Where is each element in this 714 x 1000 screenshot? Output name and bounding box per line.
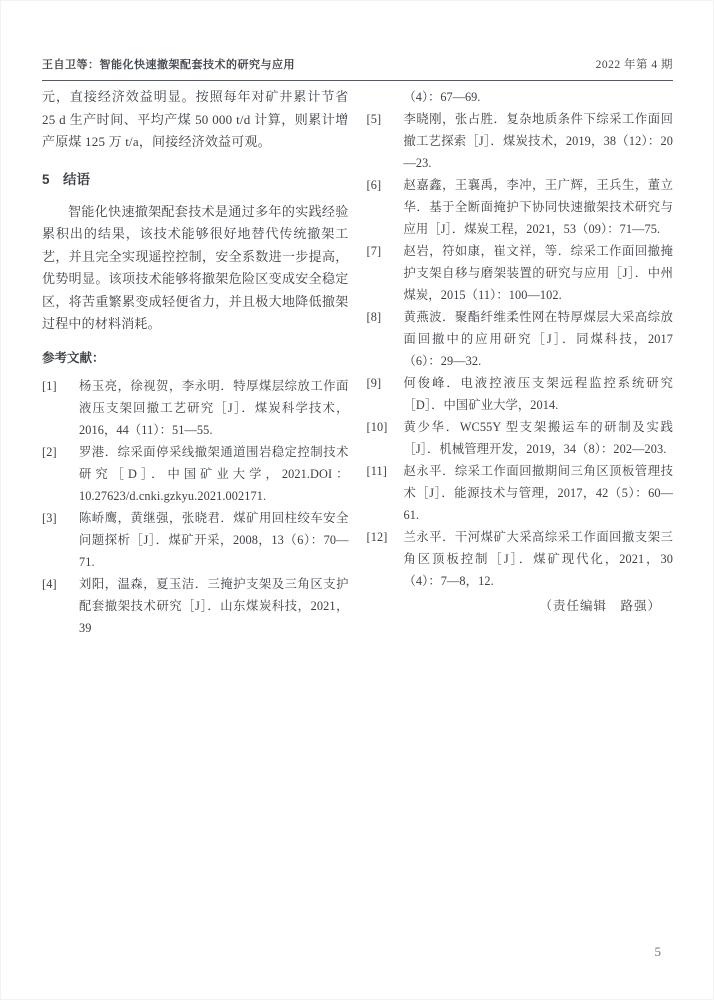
reference-item-4 <box>42 573 349 639</box>
two-column-body <box>42 86 673 639</box>
reference-number: [2] <box>42 444 57 459</box>
reference-item-9 <box>367 372 674 416</box>
reference-text: 黄少华．WC55Y 型支架搬运车的研制及实践［J］．机械管理开发，2019，34（8）：202—203. <box>403 420 673 456</box>
page-header <box>42 56 673 81</box>
reference-text: 黄燕波．聚酯纤维柔性网在特厚煤层大采高综放面回撤中的应用研究［J］．同煤科技，2017（6）：29—32. <box>403 310 673 368</box>
issue-label: 2022 年第 4 期 <box>595 59 673 71</box>
reference-text: 李晓刚，张占胜．复杂地质条件下综采工作面回撤工艺探索［J］．煤炭技术，2019，38（12）：20—23. <box>403 112 673 170</box>
reference-number: [11] <box>366 464 387 478</box>
reference-item-6 <box>367 174 674 240</box>
reference-text: 赵岩，符如康，崔文祥，等．综采工作面回撤掩护支架自移与磨架装置的研究与应用［J］．中州煤炭，2015（11）：100—102. <box>403 244 673 302</box>
reference-text: 刘阳，温森，夏玉洁．三掩护支架及三角区支护配套撤架技术研究［J］．山东煤炭科技，2021，39 <box>79 576 349 635</box>
reference-number: [10] <box>366 420 388 434</box>
reference-item-12 <box>367 526 674 592</box>
reference-text: 陈峤鹰，黄继强，张晓君．煤矿用回柱绞车安全问题探析［J］．煤矿开采，2008，13（6）：70—71. <box>79 510 349 569</box>
reference-number: [4] <box>42 576 57 591</box>
paragraph-economic-benefit: 元，直接经济效益明显。按照每年对矿井累计节省 25 d 生产时间、平均产煤 50 000 t/d 计算，则累计增产原煤 125 万 t/a，间接经济效益可观。 <box>42 89 349 149</box>
reference-number: [6] <box>366 178 382 192</box>
reference-item-4-continuation: （4）：67—69. <box>403 90 481 104</box>
reference-number: [8] <box>366 310 382 324</box>
reference-number: [12] <box>366 530 388 544</box>
reference-item-11 <box>367 460 674 526</box>
reference-item-8 <box>367 306 674 372</box>
reference-text: 杨玉亮，徐视贺，李永明．特厚煤层综放工作面液压支架回撤工艺研究［J］．煤炭科学技术，2016，44（11）：51—55. <box>79 378 349 437</box>
page-number: 5 <box>654 944 661 959</box>
editor-note: （责任编辑 路强） <box>539 599 661 613</box>
section-heading-conclusion: 5 结语 <box>42 171 91 187</box>
reference-number: [5] <box>366 112 382 126</box>
reference-item-2 <box>42 441 349 507</box>
running-title: 王自卫等：智能化快速撤架配套技术的研究与应用 <box>42 59 295 71</box>
references-heading: 参考文献： <box>42 350 105 365</box>
reference-number: [3] <box>42 510 57 525</box>
reference-item-1 <box>42 375 349 441</box>
reference-text: 赵永平．综采工作面回撤期间三角区顶板管理技术［J］．能源技术与管理，2017，42（5）：60—61. <box>403 464 673 522</box>
left-column <box>42 86 349 639</box>
reference-text: 罗港．综采面停采线撤架通道围岩稳定控制技术研究［D］．中国矿业大学，2021.DOI：10.27623/d.cnki.gzkyu.2021.002171. <box>79 444 349 503</box>
reference-text: 赵嘉鑫，王襄禹，李冲，王广辉，王兵生，董立华．基于全断面掩护下协同快速撤架技术研究与应用［J］．煤炭工程，2021，53（09）：71—75. <box>403 178 673 236</box>
reference-text: 兰永平．干河煤矿大采高综采工作面回撤支架三角区顶板控制［J］．煤矿现代化，2021，30（4）：7—8，12. <box>403 530 673 588</box>
reference-number: [1] <box>42 378 57 393</box>
reference-item-7 <box>367 240 674 306</box>
reference-text: 何俊峰．电液控液压支架远程监控系统研究［D］．中国矿业大学，2014. <box>403 376 673 412</box>
reference-number: [9] <box>366 376 382 390</box>
paragraph-conclusion: 智能化快速撤架配套技术是通过多年的实践经验累积出的结果，该技术能够很好地替代传统撤架工艺，并且完全实现遥控控制，安全系数进一步提高，优势明显。该项技术能够将撤架危险区变成安全稳定区，将苦重繁累变成轻便省力，并且极大地降低撤架过程中的材料消耗。 <box>42 203 349 331</box>
right-column <box>367 86 674 639</box>
reference-item-3 <box>42 507 349 573</box>
reference-item-10 <box>367 416 674 460</box>
reference-number: [7] <box>366 244 382 258</box>
reference-item-5 <box>367 108 674 174</box>
